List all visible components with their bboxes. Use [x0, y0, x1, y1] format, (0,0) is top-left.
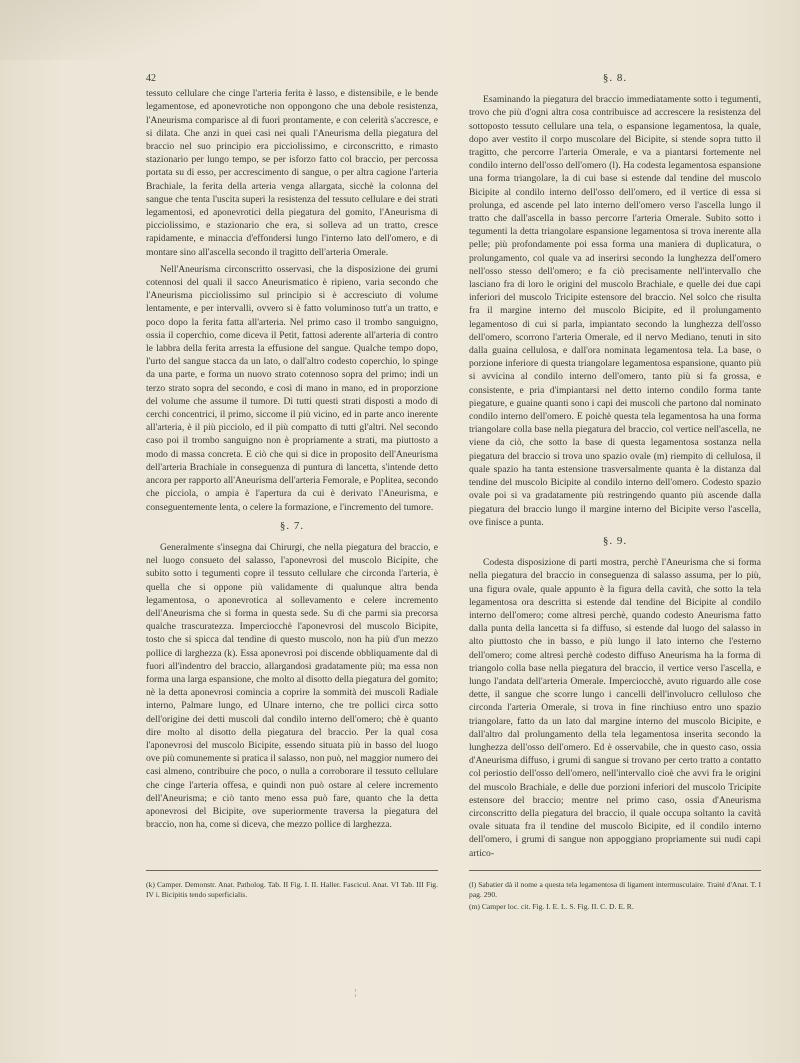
section-8-heading: §. 8.: [602, 72, 628, 84]
left-paragraph-3: Generalmente s'insegna dai Chirurgi, che nella piegatura del braccio, e nel luogo consueto del salasso, l'aponevrosi del muscolo Bicipite, che subito sotto i tegumenti copre il tessuto cellulare che circonda l'arteria, è quella che si oppone più validamente di qualunque altra benda legamentosa, o aponevrotica al sollevamento e celere incremento dell'Aneurisma che si forma in questa sede. Su di che parmi sia precorsa qualche trascuratezza. Imperciocchè l'aponevrosi del muscolo Bicipite, tosto che si spicca dal tendine di questo muscolo, non ha più d'un mezzo pollice di larghezza (k). Essa aponevrosi poi discende obbliquamente dal di fuori all'indentro del braccio, allargandosi gradatamente più; ma essa non forma una larga espansione, che molto al disotto della piegatura del gomito; nè la detta aponevrosi comincia a coprire la sommità dei muscoli Radiale interno, Palmare lungo, ed Ulnare interno, che tre pollici circa sotto dell'origine dei detti muscoli dal condilo interno dell'omero; chè è quanto dire molto al disotto della piegatura del braccio. Per la qual cosa l'aponevrosi del muscolo Bicipite, essendo situata più in basso del luogo ove più comunemente si pratica il salasso, non può, nel maggior numero dei casi almeno, contribuire che poco, o nulla a corroborare il tessuto cellulare che cinge l'arteria offesa, e quindi non può ostare al celere incremento dell'Aneurisma; e ciò tanto meno essa può fare, quanto che la detta aponevrosi del Bicipite, ove superiormente traversa la piegatura del braccio, non ha, come si diceva, che mezzo pollice di larghezza.: [146, 541, 439, 831]
right-column: [469, 72, 761, 864]
left-paragraph-2: Nell'Aneurisma circonscritto osservasi, che la disposizione dei grumi cotennosi del quali il sacco Aneurismatico è ripieno, varia secondo che l'Aneurisma picciolissimo sul principio si è accresciuto di volume lentamente, e per intervalli, ovvero si è fatto voluminoso tutt'a un tratto, e poco dopo la ferita fatta all'arteria. Nel primo caso il trombo sanguigno, ossia il coperchio, come diceva il Petit, fattosi aderente all'arteria di contro le labbra della ferita arresta la effusione del sangue. Qualche tempo dopo, l'urto del sangue stacca da un lato, o dall'altro codesto coperchio, lo spinge da una parte, e forma un nuovo strato cotennoso sopra del primo; indi un terzo strato sopra del secondo, e così di mano in mano, ed in proporzione del volume che assume il tumore. Di tutti questi strati disposti a modo di cerchi concentrici, il primo, siccome il più vicino, ed in parte anco inerente all'arteria, è il più picciolo, ed il più compatto di tutti gl'altri. Nel secondo caso poi il trombo sanguigno non è propriamente a strati, ma piuttosto a modo di massa concreta. E ciò che qui si dice in proposito dell'Aneurisma dell'arteria Brachiale in conseguenza di puntura di lancetta, s'intende detto ancora per rapporto all'Aneurisma dell'arteria Femorale, e Poplitea, secondo che picciola, o ampia è l'apertura da cui è derivato l'Aneurisma, e conseguentemente lenta, o celere la formazione, e l'incremento del tumore.: [146, 263, 438, 513]
left-paragraph-continued: tessuto cellulare che cinge l'arteria ferita è lasso, e distensibile, e le bende legamentose, ed aponevrotiche non oppongono che una debole resistenza, l'Aneurisma comparisce al di fuori prontamente, e con celerità s'accresce, e si dilata. Che anzi in quei casi nei quali l'Aneurisma della piegatura del braccio nel suo principio era picciolissimo, e circonscritto, e rimasto stazionario per lungo tempo, se per isforzo fatto col braccio, per percossa portata su di esso, per accrescimento di sangue, o per altra cagione l'arteria Brachiale, la ferita della arteria venga allargata, sicchè la colonna del sangue che tenta l'uscita superi la resistenza del tessuto cellulare e dei strati legamentosi, ed aponevrotici della piegatura del gomito, l'Aneurisma di picciolissimo, e stazionario che era, si solleva ad un tratto, cresce rapidamente, e minaccia d'effondersi lungo l'interno lato dell'omero, e di montare sino all'ascella secondo il tragitto dell'arteria Omerale.: [146, 88, 438, 258]
section-7-heading: §. 7.: [279, 519, 305, 532]
section-9-heading: §. 9.: [602, 534, 628, 547]
page-number: 42: [146, 73, 156, 84]
footnotes-left: [146, 880, 438, 902]
footnotes-right: [469, 880, 761, 914]
right-paragraph-2: Codesta disposizione di parti mostra, perchè l'Aneurisma che si forma nella piegatura del braccio in conseguenza di salasso assuma, per lo più, una figura ovale, quale appunto è la figura della cavità, che sotto la tela legamentosa ora descritta si estende dal tendine del Bicipite al condilo interno dell'omero; come altresì perchè, quando codesto Aneurisma fatto dalla punta della lancetta si fa diffuso, si estende dal luogo del salasso in alto piuttosto che in basso, e più lungo il lato interno che l'esterno dell'omero; come altresì perchè codesto diffuso Aneurisma ha la forma di triangolo colla base nella piegatura del braccio, il vertice verso l'ascella, e lungo l'andata dell'arteria Omerale. Imperciocchè, avuto riguardo alle cose dette, il sangue che scorre lungo i cancelli dell'involucro celluloso che circonda l'arteria Omerale, si trova in fine rinchiuso entro uno spazio triangolare, fatto da un lato dal margine interno del muscolo Bicipite, e dall'altro dal prolungamento della tela legamentosa inserita secondo la lunghezza dell'osso dell'omero. Ed è osservabile, che in questo caso, ossia d'Aneurisma diffuso, i grumi di sangue si trovano per certo tratto a contatto col periostio dell'osso dell'omero, nell'intervallo cioè che avvi fra le origini del muscolo Brachiale, e delle due porzioni inferiori del muscolo Tricipite estensore del braccio; mentre nel primo caso, ossia d'Aneurisma circonscritto della piegatura del braccio, il quale occupa soltanto la cavità ovale situata fra il tendine del muscolo Bicipite, ed il condilo interno dell'omero, i grumi di sangue non appoggiano propriamente sui nudi capi artico-: [469, 557, 761, 859]
footnote-rule-left: [146, 870, 438, 871]
right-paragraph-1: Esaminando la piegatura del braccio immediatamente sotto i tegumenti, trovo che più d'ogni altra cosa contribuisce ad accrescere la resistenza del sottoposto tessuto cellulare una tela, o espansione legamentosa, la quale, dopo aver vestito il corpo muscolare del Bicipite, si stende sopra tutto il tragitto, che percorre l'arteria Omerale, e va a piantarsi fortemente nel condilo interno dell'osso dell'omero (l). Ha codesta legamentosa espansione una forma triangolare, la di cui base si estende dal tendine del muscolo Bicipite al condilo interno dell'osso dell'omero, ed il vertice di essa si prolunga, ed ascende pel lato interno dell'omero verso l'ascella lungo il tratto che dall'ascella in basso percorre l'arteria Omerale. Subito sotto i tegumenti la detta triangolare espansione legamentosa si trova inerente alla pelle; più profondamente poi essa forma una maniera di duplicatura, o prolungamento, col quale va ad inserirsi secondo la lunghezza dell'omero nell'osso stesso dell'omero; e fa ciò precisamente nell'intervallo che lasciano fra di loro le origini del muscolo Brachiale, e quelle dei due capi inferiori del muscolo Tricipite estensore del braccio. Nel solco che risulta fra il margine interno del muscolo Bicipite, ed il prolungamento legamentoso di cui si parla, impiantato secondo la lunghezza dell'osso dell'omero, scorrono l'arteria Omerale, ed il nervo Mediano, tenuti in sito dalla guaina cellulosa, e dall'ora nominata legamentosa tela. La base, o porzione inferiore di questa triangolare legamentosa espansione, quanto più si avvicina al condilo interno dell'omero, tanto più si fa grossa, e consistente, e pria d'impiantarsi nel detto interno condilo forma tante piegature, e guaine quanti sono i capi dei muscoli che partono dal nominato condilo interno dell'omero. E poichè questa tela legamentosa ha una forma triangolare colla base nella piegatura del braccio, col vertice nell'ascella, ne viene da ciò, che sotto la base di questa legamentosa sostanza nella piegatura del braccio si trova uno spazio ovale (m) riempito di cellulosa, il quale spazio ha tanta estensione trasversalmente quanta è la distanza dal tendine del muscolo Bicipite al condilo interno dell'omero. Codesto spazio ovale poi si va gradatamente più restringendo quanto più ascende dalla piegatura del braccio lungo il margine interno del Bicipite verso l'ascella, ove finisce a punta.: [469, 94, 761, 528]
page-fold-shadow: [0, 0, 260, 60]
footnote-l: (l) Sabatier dà il nome a questa tela legamentosa di ligament intermusculaire. Traité d'Anat. T. I pag. 290.: [469, 880, 761, 899]
bottom-mark: ¦: [355, 988, 357, 997]
footnote-m: (m) Camper loc. cit. Fig. I. E. L. S. Fig. II. C. D. E. R.: [469, 902, 634, 911]
left-column: [146, 72, 438, 835]
footnote-k: (k) Camper. Demonstr. Anat. Patholog. Tab. II Fig. I. II. Haller. Fascicul. Anat. VI Tab. III Fig. IV i. Bicipitis tendo superficialis.: [146, 880, 438, 899]
footnote-rule-right: [469, 870, 761, 871]
